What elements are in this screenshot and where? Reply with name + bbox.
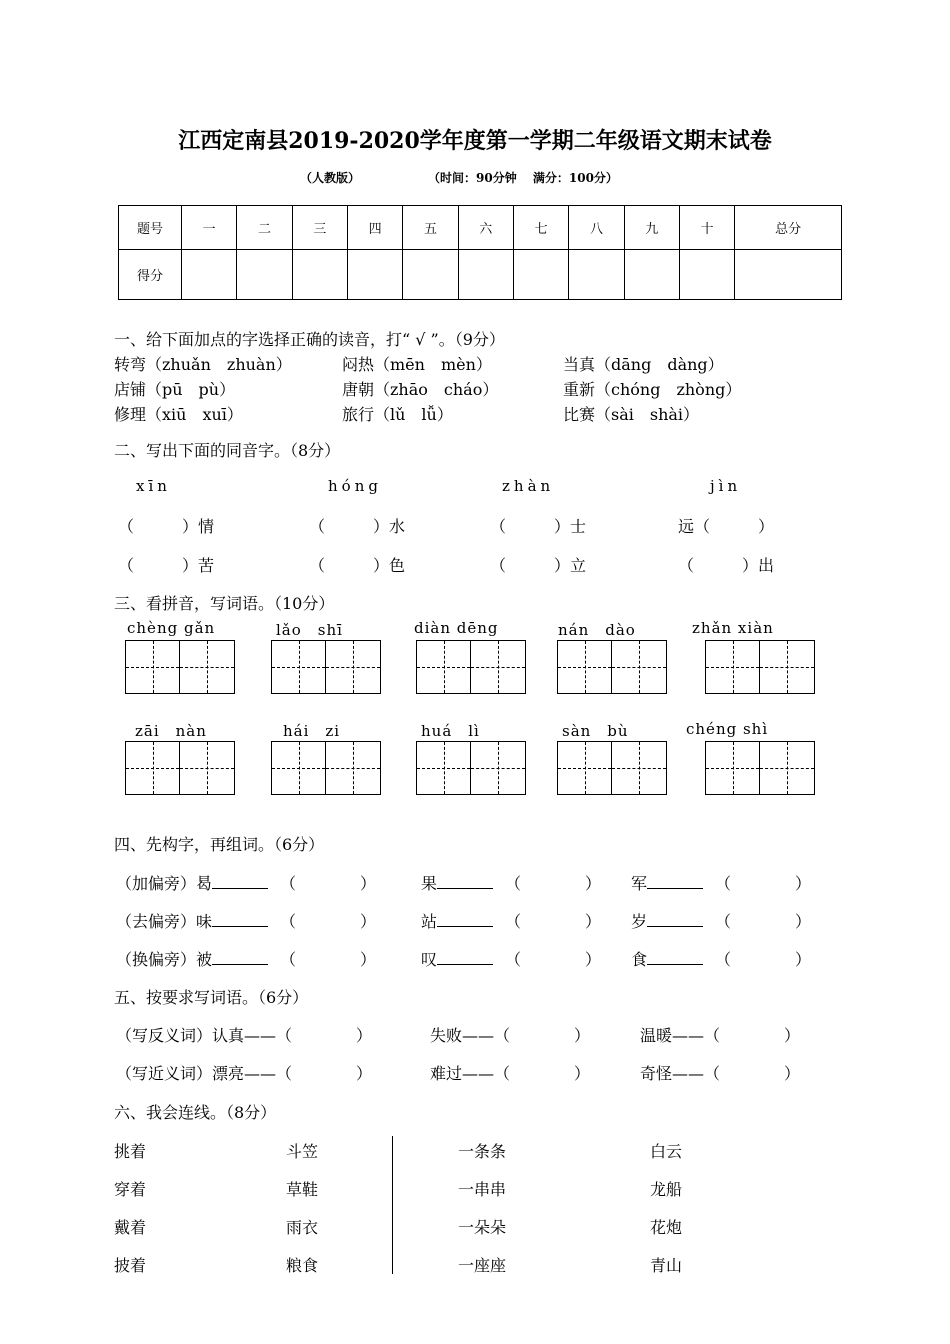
match-right-item[interactable]: 花炮 xyxy=(650,1218,683,1237)
s3-pinyin: huá lì xyxy=(421,722,480,740)
tianzige-box[interactable] xyxy=(705,640,815,694)
header-cell: 七 xyxy=(513,206,568,250)
s4-word-blank[interactable]: （ ） xyxy=(280,912,377,931)
s5-item[interactable]: 难过——（ ） xyxy=(430,1064,591,1083)
match-right-item[interactable]: 白云 xyxy=(650,1142,683,1161)
header-cell: 题号 xyxy=(119,206,182,250)
score-cell[interactable] xyxy=(735,250,842,300)
score-cell[interactable] xyxy=(292,250,347,300)
s2-blank[interactable]: （ ）色 xyxy=(309,556,406,575)
score-cell[interactable] xyxy=(182,250,237,300)
header-cell: 八 xyxy=(569,206,624,250)
s4-word-blank[interactable]: （ ） xyxy=(715,950,812,969)
match-right-item[interactable]: 龙船 xyxy=(650,1180,683,1199)
s3-pinyin: diàn dēng xyxy=(414,619,499,637)
s3-pinyin: zāi nàn xyxy=(135,722,207,740)
score-table xyxy=(118,205,842,300)
header-cell: 六 xyxy=(458,206,513,250)
match-left-item[interactable]: 一朵朵 xyxy=(458,1218,507,1237)
match-right-item[interactable]: 青山 xyxy=(650,1256,683,1275)
match-right-item[interactable]: 斗笠 xyxy=(286,1142,319,1161)
score-cell[interactable] xyxy=(458,250,513,300)
score-cell[interactable] xyxy=(679,250,734,300)
s2-pinyin: hóng xyxy=(328,477,382,495)
match-left-item[interactable]: 穿着 xyxy=(114,1180,147,1199)
time-score-label: （时间：90分钟 满分：100分） xyxy=(428,171,618,185)
s2-blank[interactable]: （ ）出 xyxy=(678,556,775,575)
s4-char-blank[interactable] xyxy=(647,910,703,927)
section-2-heading: 二、写出下面的同音字。（8分） xyxy=(114,441,341,460)
s4-char: （加偏旁）曷 xyxy=(116,874,213,893)
s4-char: （换偏旁）被 xyxy=(116,950,213,969)
s2-pinyin: zhàn xyxy=(502,477,555,495)
s4-char-blank[interactable] xyxy=(647,872,703,889)
s4-row xyxy=(421,947,601,970)
score-cell[interactable] xyxy=(403,250,458,300)
tianzige-box[interactable] xyxy=(416,741,526,795)
s4-row xyxy=(631,947,811,970)
header-cell: 总分 xyxy=(735,206,842,250)
page-title: 江西定南县2019-2020学年度第一学期二年级语文期末试卷 xyxy=(178,128,772,154)
s1-item: 唐朝（zhāo cháo） xyxy=(342,380,499,399)
s4-char-blank[interactable] xyxy=(437,948,493,965)
s4-char: 果 xyxy=(421,874,438,893)
edition-label: （人教版） xyxy=(300,171,361,185)
s5-item[interactable]: 失败——（ ） xyxy=(430,1026,591,1045)
s4-word-blank[interactable]: （ ） xyxy=(715,912,812,931)
s3-pinyin: chèng gǎn xyxy=(127,619,216,637)
score-table-score-row xyxy=(119,250,842,300)
s4-char: 军 xyxy=(631,874,648,893)
tianzige-box[interactable] xyxy=(125,640,235,694)
s2-blank[interactable]: 远（ ） xyxy=(678,517,775,536)
match-left-item[interactable]: 戴着 xyxy=(114,1218,147,1237)
match-right-item[interactable]: 粮食 xyxy=(286,1256,319,1275)
matching-divider xyxy=(392,1136,393,1274)
header-cell: 一 xyxy=(182,206,237,250)
s4-char: 岁 xyxy=(631,912,648,931)
s4-char-blank[interactable] xyxy=(212,948,268,965)
s4-char: 站 xyxy=(421,912,438,931)
match-left-item[interactable]: 一串串 xyxy=(458,1180,507,1199)
header-cell: 五 xyxy=(403,206,458,250)
header-cell: 二 xyxy=(237,206,292,250)
header-cell: 三 xyxy=(292,206,347,250)
tianzige-box[interactable] xyxy=(416,640,526,694)
score-cell[interactable] xyxy=(624,250,679,300)
match-right-item[interactable]: 雨衣 xyxy=(286,1218,319,1237)
header-cell: 十 xyxy=(679,206,734,250)
row-label-cell: 得分 xyxy=(119,250,182,300)
s4-row xyxy=(116,947,376,970)
s4-row xyxy=(631,909,811,932)
header-cell: 九 xyxy=(624,206,679,250)
s2-pinyin: jìn xyxy=(710,477,742,495)
tianzige-box[interactable] xyxy=(125,741,235,795)
match-left-item[interactable]: 一座座 xyxy=(458,1256,507,1275)
score-table-header-row xyxy=(119,206,842,250)
s3-pinyin: sàn bù xyxy=(562,722,629,740)
s3-pinyin: hái zi xyxy=(283,722,341,740)
s4-word-blank[interactable]: （ ） xyxy=(715,874,812,893)
s4-row xyxy=(116,871,376,894)
tianzige-box[interactable] xyxy=(705,741,815,795)
s2-blank[interactable]: （ ）水 xyxy=(309,517,406,536)
tianzige-box[interactable] xyxy=(557,640,667,694)
s4-row xyxy=(631,871,811,894)
s2-blank[interactable]: （ ）情 xyxy=(118,517,215,536)
s4-row xyxy=(421,909,601,932)
s1-item: 当真（dāng dàng） xyxy=(563,355,724,374)
s1-item: 重新（chóng zhòng） xyxy=(563,380,742,399)
section-6-heading: 六、我会连线。（8分） xyxy=(114,1103,277,1122)
s4-char-blank[interactable] xyxy=(437,872,493,889)
score-cell[interactable] xyxy=(569,250,624,300)
section-4-heading: 四、先构字，再组词。（6分） xyxy=(114,835,325,854)
s3-pinyin: lǎo shī xyxy=(276,621,343,639)
s5-item[interactable]: （写反义词）认真——（ ） xyxy=(116,1026,373,1045)
score-cell[interactable] xyxy=(237,250,292,300)
s3-pinyin: nán dào xyxy=(558,621,636,639)
s4-char-blank[interactable] xyxy=(212,872,268,889)
s4-row xyxy=(116,909,376,932)
s2-blank[interactable]: （ ）士 xyxy=(490,517,587,536)
score-cell[interactable] xyxy=(513,250,568,300)
s4-word-blank[interactable]: （ ） xyxy=(505,950,602,969)
s4-word-blank[interactable]: （ ） xyxy=(505,912,602,931)
section-5-heading: 五、按要求写词语。（6分） xyxy=(114,988,309,1007)
tianzige-box[interactable] xyxy=(271,741,381,795)
s4-row xyxy=(421,871,601,894)
s1-item: 修理（xiū xuī） xyxy=(114,405,243,424)
s1-item: 店铺（pū pù） xyxy=(114,380,236,399)
s3-pinyin: chéng shì xyxy=(686,720,769,738)
s4-char-blank[interactable] xyxy=(647,948,703,965)
s4-word-blank[interactable]: （ ） xyxy=(280,874,377,893)
s2-blank[interactable]: （ ）苦 xyxy=(118,556,215,575)
s4-word-blank[interactable]: （ ） xyxy=(505,874,602,893)
s2-blank[interactable]: （ ）立 xyxy=(490,556,587,575)
s5-item[interactable]: 奇怪——（ ） xyxy=(640,1064,801,1083)
match-left-item[interactable]: 披着 xyxy=(114,1256,147,1275)
section-3-heading: 三、看拼音，写词语。（10分） xyxy=(114,594,335,613)
s1-item: 转弯（zhuǎn zhuàn） xyxy=(114,355,292,374)
s4-char: 食 xyxy=(631,950,648,969)
s3-pinyin: zhǎn xiàn xyxy=(692,619,774,637)
s4-char: （去偏旁）味 xyxy=(116,912,213,931)
s1-item: 闷热（mēn mèn） xyxy=(342,355,492,374)
match-left-item[interactable]: 一条条 xyxy=(458,1142,507,1161)
section-1-heading: 一、给下面加点的字选择正确的读音，打“ √ ”。（9分） xyxy=(114,330,505,349)
s4-char-blank[interactable] xyxy=(212,910,268,927)
tianzige-box[interactable] xyxy=(271,640,381,694)
header-cell: 四 xyxy=(347,206,402,250)
s4-word-blank[interactable]: （ ） xyxy=(280,950,377,969)
match-left-item[interactable]: 挑着 xyxy=(114,1142,147,1161)
match-right-item[interactable]: 草鞋 xyxy=(286,1180,319,1199)
s2-pinyin: xīn xyxy=(136,477,171,495)
s4-char-blank[interactable] xyxy=(437,910,493,927)
s5-item[interactable]: （写近义词）漂亮——（ ） xyxy=(116,1064,373,1083)
s1-item: 比赛（sài shài） xyxy=(563,405,700,424)
tianzige-box[interactable] xyxy=(557,741,667,795)
s5-item[interactable]: 温暖——（ ） xyxy=(640,1026,801,1045)
score-cell[interactable] xyxy=(347,250,402,300)
s1-item: 旅行（lǔ lǚ） xyxy=(342,405,453,424)
s4-char: 叹 xyxy=(421,950,438,969)
